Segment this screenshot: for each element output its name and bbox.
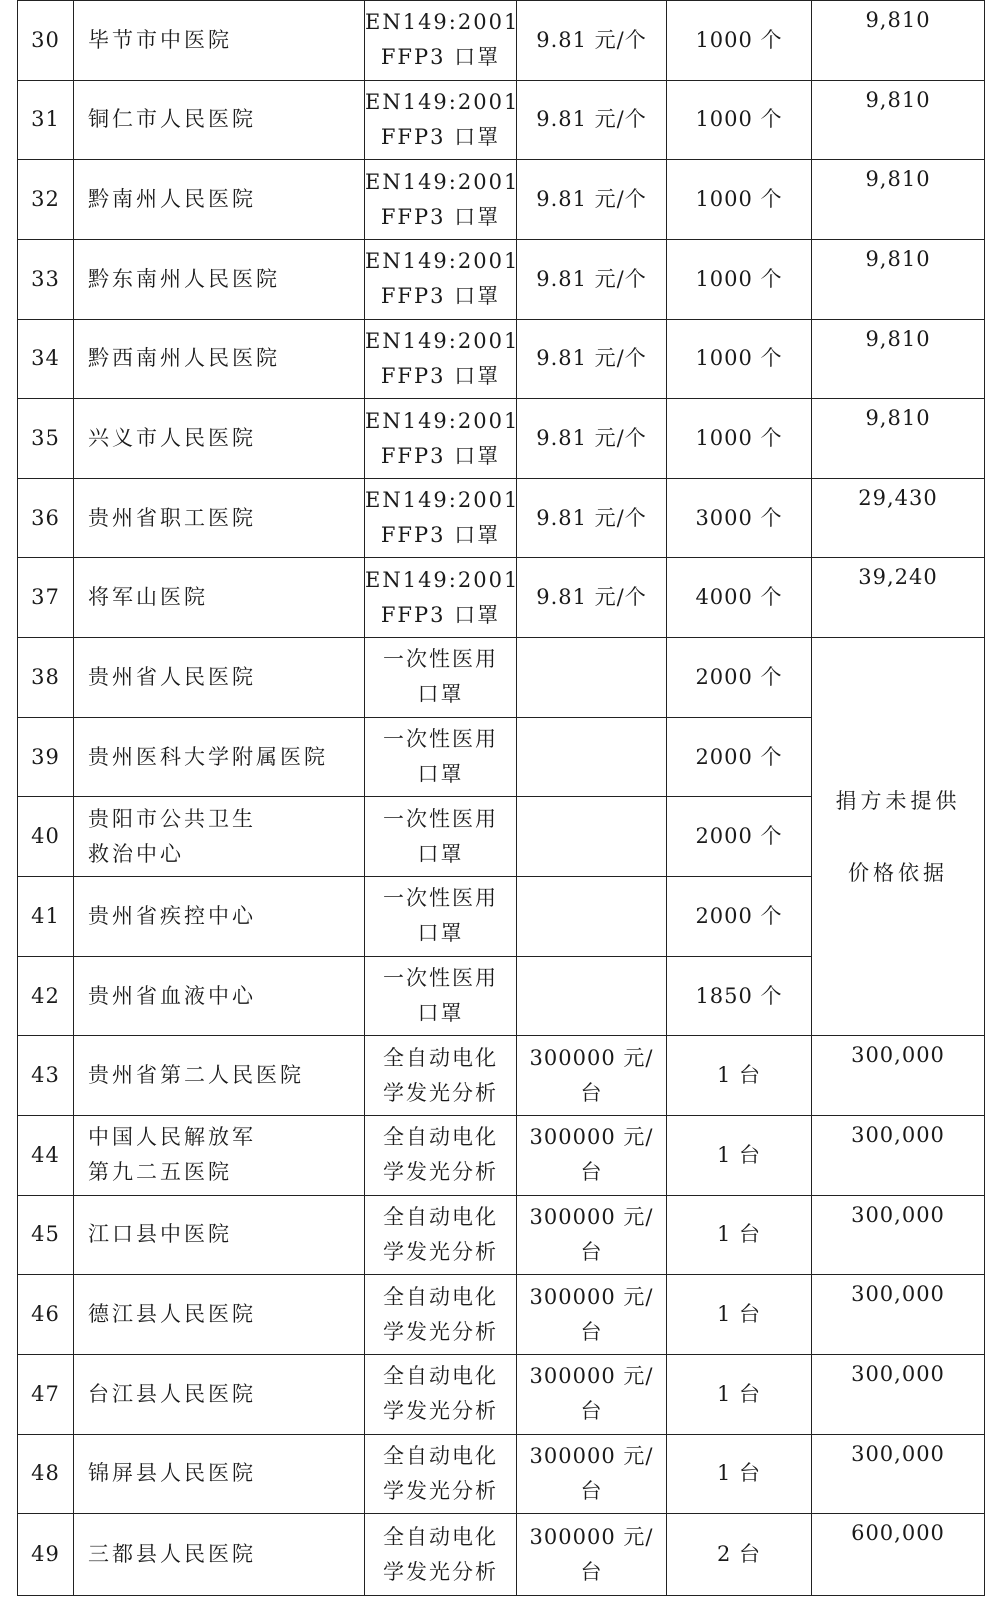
item-line: 一次性医用 [383, 647, 498, 672]
table-row [18, 638, 985, 718]
unit-price-line: 台 [580, 1559, 603, 1584]
unit-price-cell [517, 717, 667, 797]
item-line: 全自动电化 [383, 1524, 498, 1549]
item-line: 全自动电化 [383, 1045, 498, 1070]
item-line: 口罩 [417, 841, 464, 866]
item-line: FFP3 口罩 [380, 204, 501, 229]
quantity-cell: 1 台 [667, 1195, 812, 1275]
row-number-cell: 35 [18, 399, 74, 479]
item-cell [365, 319, 520, 399]
hospital-name-cell [74, 1195, 365, 1275]
unit-price-line: 9.81 元/个 [536, 346, 647, 371]
hospital-name-cell [74, 399, 365, 479]
item-line: 口罩 [417, 1001, 464, 1025]
unit-price-line: 300000 元/ [529, 1443, 654, 1468]
hospital-name-line: 三都县人民医院 [88, 1542, 256, 1567]
item-cell [365, 1036, 517, 1116]
unit-price-line: 台 [580, 1478, 603, 1503]
hospital-name-cell [74, 1275, 365, 1355]
item-line: 学发光分析 [383, 1239, 498, 1264]
hospital-name-cell [74, 239, 365, 319]
hospital-name-cell [74, 319, 365, 399]
quantity-cell: 2000 个 [667, 797, 812, 877]
item-cell [365, 399, 520, 479]
hospital-name-line: 德江县人民医院 [88, 1302, 256, 1327]
quantity-cell: 1000 个 [667, 80, 812, 160]
item-cell [365, 1115, 517, 1195]
hospital-name-line: 中国人民解放军 [88, 1125, 256, 1150]
hospital-name-line: 黔西南州人民医院 [88, 346, 280, 371]
quantity-cell: 1000 个 [667, 160, 812, 240]
no-price-basis-note [812, 638, 985, 1036]
item-line: 学发光分析 [383, 1319, 498, 1344]
unit-price-cell [517, 239, 667, 319]
unit-price-cell [517, 1, 667, 81]
table-row [18, 1275, 985, 1355]
no-price-basis-note-line: 捐方未提供 [835, 788, 961, 813]
item-cell [365, 160, 520, 240]
row-number-cell: 33 [18, 239, 74, 319]
hospital-name-line: 铜仁市人民医院 [88, 107, 256, 132]
unit-price-line: 9.81 元/个 [536, 505, 647, 530]
quantity-cell: 1000 个 [667, 239, 812, 319]
table-row [18, 1036, 985, 1116]
hospital-name-cell [74, 877, 365, 957]
item-line: FFP3 口罩 [380, 523, 501, 548]
unit-price-cell [517, 877, 667, 957]
row-number-cell: 44 [18, 1115, 74, 1195]
hospital-name-line: 黔东南州人民医院 [88, 266, 280, 291]
hospital-name-line: 贵州省职工医院 [88, 505, 256, 530]
unit-price-cell [517, 478, 667, 558]
unit-price-line: 9.81 元/个 [536, 585, 647, 610]
hospital-name-line: 贵州省疾控中心 [88, 903, 256, 928]
item-line: EN149:2001 [365, 249, 520, 274]
item-line: 全自动电化 [383, 1364, 498, 1389]
quantity-cell: 3000 个 [667, 478, 812, 558]
hospital-name-line: 黔南州人民医院 [88, 187, 256, 212]
hospital-name-line: 第九二五医院 [88, 1160, 232, 1185]
table-row [18, 239, 985, 319]
hospital-name-cell [74, 80, 365, 160]
total-amount-cell: 300,000 [812, 1115, 985, 1195]
total-amount-cell: 9,810 [812, 239, 985, 319]
unit-price-line: 300000 元/ [529, 1364, 654, 1389]
item-line: 全自动电化 [383, 1204, 498, 1229]
item-cell [365, 1275, 517, 1355]
unit-price-line: 9.81 元/个 [536, 426, 647, 451]
unit-price-cell [517, 1195, 667, 1275]
unit-price-cell [517, 80, 667, 160]
table-row [18, 319, 985, 399]
item-line: EN149:2001 [365, 169, 520, 194]
total-amount-cell: 9,810 [812, 319, 985, 399]
quantity-cell: 1000 个 [667, 1, 812, 81]
hospital-name-line: 贵州省血液中心 [88, 983, 256, 1008]
row-number-cell: 46 [18, 1275, 74, 1355]
item-line: 全自动电化 [383, 1284, 498, 1309]
row-number-cell: 45 [18, 1195, 74, 1275]
hospital-name-cell [74, 558, 365, 638]
item-cell [365, 80, 520, 160]
unit-price-line: 9.81 元/个 [536, 187, 647, 212]
unit-price-line: 300000 元/ [529, 1204, 654, 1229]
item-cell [365, 478, 520, 558]
item-line: FFP3 口罩 [380, 602, 501, 627]
quantity-cell: 1000 个 [667, 399, 812, 479]
hospital-name-cell [74, 1354, 365, 1434]
row-number-cell: 39 [18, 717, 74, 797]
item-line: EN149:2001 [365, 10, 520, 35]
item-line: FFP3 口罩 [380, 443, 501, 468]
item-line: 一次性医用 [383, 727, 498, 752]
quantity-cell: 4000 个 [667, 558, 812, 638]
quantity-cell: 1850 个 [667, 956, 812, 1036]
hospital-name-cell [74, 1514, 365, 1596]
hospital-name-cell [74, 1434, 365, 1514]
item-cell [365, 1354, 517, 1434]
row-number-cell: 36 [18, 478, 74, 558]
item-line: FFP3 口罩 [380, 45, 501, 70]
table-row [18, 399, 985, 479]
table-row [18, 1115, 985, 1195]
row-number-cell: 34 [18, 319, 74, 399]
table-row [18, 1434, 985, 1514]
unit-price-line: 9.81 元/个 [536, 27, 647, 52]
item-line: FFP3 口罩 [380, 284, 501, 309]
total-amount-cell: 9,810 [812, 160, 985, 240]
quantity-cell: 1 台 [667, 1434, 812, 1514]
hospital-name-line: 将军山医院 [88, 585, 208, 610]
hospital-name-line: 江口县中医院 [88, 1222, 232, 1247]
item-cell [365, 638, 517, 718]
unit-price-cell [517, 1354, 667, 1434]
hospital-name-line: 贵州省人民医院 [88, 664, 256, 689]
hospital-name-cell [74, 478, 365, 558]
item-line: 一次性医用 [383, 966, 498, 990]
item-line: EN149:2001 [365, 328, 520, 353]
unit-price-line: 300000 元/ [529, 1125, 654, 1150]
item-cell [365, 558, 520, 638]
quantity-cell: 2000 个 [667, 877, 812, 957]
hospital-name-line: 兴义市人民医院 [88, 426, 256, 451]
unit-price-line: 300000 元/ [529, 1524, 654, 1549]
unit-price-line: 台 [580, 1319, 603, 1344]
hospital-name-cell [74, 1036, 365, 1116]
item-line: 一次性医用 [383, 886, 498, 911]
quantity-cell: 2000 个 [667, 717, 812, 797]
total-amount-cell: 9,810 [812, 80, 985, 160]
unit-price-line: 9.81 元/个 [536, 266, 647, 291]
table-row [18, 80, 985, 160]
table-row [18, 1514, 985, 1596]
unit-price-cell [517, 797, 667, 877]
unit-price-cell [517, 160, 667, 240]
unit-price-line: 台 [580, 1080, 603, 1105]
hospital-name-cell [74, 956, 365, 1036]
hospital-name-cell [74, 717, 365, 797]
unit-price-cell [517, 1514, 667, 1596]
table-row [18, 1, 985, 81]
item-cell [365, 797, 517, 877]
item-line: EN149:2001 [365, 408, 520, 433]
item-line: 学发光分析 [383, 1080, 498, 1105]
unit-price-line: 台 [580, 1239, 603, 1264]
quantity-cell: 1 台 [667, 1115, 812, 1195]
table-row [18, 160, 985, 240]
item-line: 学发光分析 [383, 1160, 498, 1185]
unit-price-cell [517, 558, 667, 638]
row-number-cell: 48 [18, 1434, 74, 1514]
hospital-name-cell [74, 638, 365, 718]
item-cell [365, 877, 517, 957]
unit-price-line: 300000 元/ [529, 1045, 654, 1070]
total-amount-cell: 600,000 [812, 1514, 985, 1596]
unit-price-cell [517, 638, 667, 718]
unit-price-cell [517, 1434, 667, 1514]
unit-price-cell [517, 1275, 667, 1355]
total-amount-cell: 29,430 [812, 478, 985, 558]
unit-price-cell [517, 319, 667, 399]
quantity-cell: 2 台 [667, 1514, 812, 1596]
row-number-cell: 30 [18, 1, 74, 81]
table-row [18, 478, 985, 558]
quantity-cell: 1 台 [667, 1354, 812, 1434]
item-line: 全自动电化 [383, 1125, 498, 1150]
total-amount-cell: 9,810 [812, 1, 985, 81]
item-line: EN149:2001 [365, 488, 520, 513]
item-line: EN149:2001 [365, 89, 520, 114]
hospital-name-line: 锦屏县人民医院 [88, 1461, 256, 1486]
item-line: FFP3 口罩 [380, 124, 501, 149]
total-amount-cell: 9,810 [812, 399, 985, 479]
row-number-cell: 49 [18, 1514, 74, 1596]
item-cell [365, 1514, 517, 1596]
total-amount-cell: 300,000 [812, 1434, 985, 1514]
item-cell [365, 1434, 517, 1514]
hospital-name-cell [74, 1, 365, 81]
item-line: 口罩 [417, 921, 464, 946]
table-row [18, 1354, 985, 1434]
item-cell [365, 956, 517, 1036]
quantity-cell: 2000 个 [667, 638, 812, 718]
unit-price-line: 300000 元/ [529, 1284, 654, 1309]
item-line: 一次性医用 [383, 806, 498, 831]
item-line: EN149:2001 [365, 567, 520, 592]
row-number-cell: 38 [18, 638, 74, 718]
item-line: 全自动电化 [383, 1443, 498, 1468]
unit-price-line: 台 [580, 1399, 603, 1424]
unit-price-cell [517, 956, 667, 1036]
total-amount-cell: 300,000 [812, 1275, 985, 1355]
total-amount-cell: 39,240 [812, 558, 985, 638]
item-cell [365, 1, 520, 81]
item-line: 学发光分析 [383, 1559, 498, 1584]
quantity-cell: 1 台 [667, 1275, 812, 1355]
item-line: 学发光分析 [383, 1399, 498, 1424]
total-amount-cell: 300,000 [812, 1036, 985, 1116]
table-body [18, 1, 985, 1596]
hospital-name-cell [74, 797, 365, 877]
unit-price-cell [517, 1036, 667, 1116]
hospital-name-cell [74, 1115, 365, 1195]
row-number-cell: 41 [18, 877, 74, 957]
row-number-cell: 31 [18, 80, 74, 160]
item-cell [365, 717, 517, 797]
unit-price-line: 9.81 元/个 [536, 107, 647, 132]
table-row [18, 1195, 985, 1275]
row-number-cell: 47 [18, 1354, 74, 1434]
unit-price-line: 台 [580, 1160, 603, 1185]
hospital-name-line: 贵阳市公共卫生 [88, 806, 256, 831]
unit-price-cell [517, 399, 667, 479]
item-line: 学发光分析 [383, 1478, 498, 1503]
quantity-cell: 1 台 [667, 1036, 812, 1116]
item-line: FFP3 口罩 [380, 363, 501, 388]
hospital-name-line: 贵州省第二人民医院 [88, 1063, 304, 1088]
row-number-cell: 43 [18, 1036, 74, 1116]
hospital-name-line: 台江县人民医院 [88, 1381, 256, 1406]
unit-price-cell [517, 1115, 667, 1195]
hospital-name-cell [74, 160, 365, 240]
total-amount-cell: 300,000 [812, 1195, 985, 1275]
no-price-basis-note-line: 价格依据 [848, 860, 948, 885]
row-number-cell: 32 [18, 160, 74, 240]
table-row [18, 558, 985, 638]
row-number-cell: 42 [18, 956, 74, 1036]
hospital-name-line: 贵州医科大学附属医院 [88, 744, 328, 769]
hospital-name-line: 救治中心 [88, 841, 184, 866]
item-line: 口罩 [417, 762, 464, 787]
quantity-cell: 1000 个 [667, 319, 812, 399]
item-cell [365, 1195, 517, 1275]
item-line: 口罩 [417, 682, 464, 707]
row-number-cell: 37 [18, 558, 74, 638]
row-number-cell: 40 [18, 797, 74, 877]
hospital-name-line: 毕节市中医院 [88, 27, 232, 52]
item-cell [365, 239, 520, 319]
total-amount-cell: 300,000 [812, 1354, 985, 1434]
donation-table [17, 0, 985, 1596]
